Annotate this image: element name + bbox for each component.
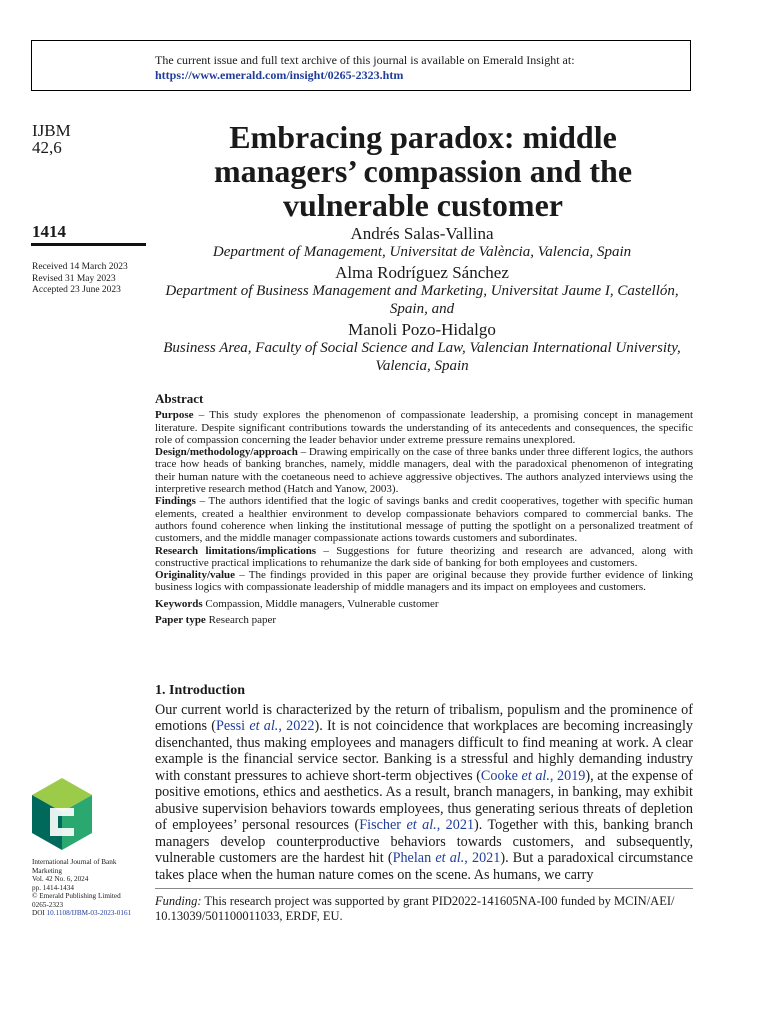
introduction-section (155, 683, 693, 883)
author-block-2 (152, 263, 692, 318)
section-label: Originality/value (155, 569, 236, 582)
author-name: Manoli Pozo-Hidalgo (348, 320, 496, 339)
funding-note (155, 894, 693, 924)
body-text: ). It is not coincidence that workplaces are becoming increasingly disenchanted, thus making employees and managers difficult to find meaning at work. A clear example is the financial service sector. Banking is a stressful and highly demanding industry with constant pressures to achieve short-term objectives ( (155, 718, 694, 784)
section-text: – Suggestions for future theorizing and research are advanced, along with constructive practical implications to rehumanize the dark side of banking for both employees and customers. (155, 544, 693, 569)
author-affiliation: Department of Business Management and Marketing, Universitat Jaume I, Castellón, Spain, and (165, 283, 679, 317)
citation-link[interactable] (481, 768, 585, 784)
citation-author: Cooke (480, 767, 522, 784)
info-line: Vol. 42 No. 6, 2024 (32, 875, 89, 883)
abstract-originality (155, 569, 693, 594)
citation-year: , 2021 (464, 850, 501, 866)
section-text: – Drawing empirically on the case of three banks under three different logics, the authors trace how heads of banking branches, namely, middle managers, deal with the paradoxical phenomenon of integrating their human nature with the coetaneous need to achieve aggressive objectives. The authors analyzed interviews using the interpretive research method (Hatch and Yanow, 2003). (155, 446, 693, 496)
body-text: ), at the expense of positive emotions, ethics and aesthetics. As a result, branch managers, in banking, may exhibit abusive supervision behaviors towards employees, thus generating serious threats of depletion of employees’ personal resources ( (155, 767, 694, 833)
keywords-value: Compassion, Middle managers, Vulnerable customer (205, 597, 439, 610)
citation-link[interactable] (359, 817, 474, 833)
info-line: 0265-2323 (32, 900, 64, 909)
citation-author: Pessi (215, 718, 250, 734)
keywords (155, 598, 693, 610)
paper-type-label: Paper type (155, 614, 206, 627)
section-label: Purpose (155, 409, 194, 422)
author-name: Andrés Salas-Vallina (350, 224, 494, 243)
info-line: International Journal of Bank (32, 858, 117, 866)
citation-link[interactable] (393, 850, 501, 866)
abstract (155, 393, 693, 626)
doi-line (32, 909, 152, 918)
journal-name: IJBM (32, 121, 71, 140)
publication-info (32, 858, 152, 918)
body-text: Our current world is characterized by the return of tribalism, populism and the prominence of emotions ( (155, 701, 693, 734)
journal-volume: 42,6 (32, 138, 62, 157)
keywords-label: Keywords (155, 597, 203, 610)
info-line: Marketing (32, 866, 62, 875)
introduction-paragraph (155, 702, 693, 884)
page-number-rule (31, 243, 146, 246)
accepted-date: Accepted 23 June 2023 (32, 285, 121, 295)
emerald-logo-icon (30, 776, 94, 857)
info-line: pp. 1414-1434 (32, 883, 74, 892)
citation-author: Phelan (392, 850, 436, 866)
abstract-findings (155, 495, 693, 544)
article-history (32, 262, 128, 297)
body-text: ). But a paradoxical circumstance takes place when the human nature comes on the scene. As humans, we carry (155, 850, 693, 883)
funding-label: Funding: (155, 894, 202, 908)
doi-link[interactable]: 10.1108/IJBM-03-2023-0161 (46, 909, 132, 917)
abstract-heading: Abstract (155, 391, 204, 406)
abstract-limitations (155, 545, 693, 570)
info-line: © Emerald Publishing Limited (32, 892, 121, 900)
author-block-3 (152, 320, 692, 375)
citation-link[interactable] (216, 718, 315, 734)
abstract-design (155, 446, 693, 495)
body-text: ). Together with this, banking branch managers develop counterproductive behaviors towards customers, and subsequently, vulnerable customers are the hardest hit ( (155, 817, 693, 866)
section-label: Findings (155, 495, 196, 508)
citation-etal: et al. (406, 817, 437, 833)
access-notice-text: The current issue and full text archive of this journal is available on Emerald Insight at: (155, 53, 575, 67)
journal-url-link[interactable]: https://www.emerald.com/insight/0265-2323.htm (155, 68, 404, 82)
author-affiliation: Business Area, Faculty of Social Science and Law, Valencian International University, Valencia, Spain (163, 340, 681, 374)
doi-label: DOI (32, 909, 45, 917)
citation-year: , 2019 (549, 767, 586, 784)
author-affiliation: Department of Management, Universitat de València, Valencia, Spain (212, 244, 632, 260)
journal-abbreviation (32, 122, 71, 156)
author-name: Alma Rodríguez Sánchez (335, 263, 509, 282)
citation-etal: et al. (521, 767, 550, 784)
citation-author: Fischer (359, 817, 407, 833)
section-label: Design/methodology/approach (155, 446, 298, 459)
paper-type (155, 614, 693, 626)
paper-type-value: Research paper (208, 614, 277, 627)
article-title: Embracing paradox: middle managers’ compassion and the vulnerable customer (213, 119, 633, 223)
journal-access-notice (31, 40, 691, 91)
citation-year: , 2022 (278, 718, 315, 734)
section-text: – The authors identified that the logic of savings banks and credit cooperatives, together with specific human elements, created a healthier environment to develop compassionate behaviors compared to commercial banks. The authors found coherence when linking the institutional message of putting the spotlight on a personalized treatment of customers, and the middle manager compassionate actions towards customers and subordinates. (155, 495, 693, 545)
footnote-rule (155, 888, 693, 889)
abstract-purpose (155, 409, 693, 446)
citation-etal: et al. (249, 718, 279, 734)
section-label: Research limitations/implications (155, 544, 317, 557)
funding-text: This research project was supported by grant PID2022-141605NA-I00 funded by MCIN/AEI/ 10.13039/501100011033, ERDF, EU. (155, 894, 675, 923)
section-text: – This study explores the phenomenon of compassionate leadership, a promising concept in management literature. Despite significant contributions towards the understanding of its antecedents and consequences, the specific role of compassion concerning the leader behavior under extreme pressure remains unexplored. (155, 409, 693, 446)
section-text: – The findings provided in this paper are original because they provide further evidence of linking business logics with compassionate leadership of middle managers and its impact on employees and customers. (155, 569, 693, 594)
received-date: Received 14 March 2023 (32, 262, 128, 272)
author-block-1 (152, 224, 692, 261)
page-number: 1414 (32, 222, 66, 241)
revised-date: Revised 31 May 2023 (32, 273, 116, 284)
citation-etal: et al. (435, 850, 465, 866)
citation-year: , 2021 (436, 817, 475, 833)
introduction-heading: 1. Introduction (155, 683, 245, 698)
